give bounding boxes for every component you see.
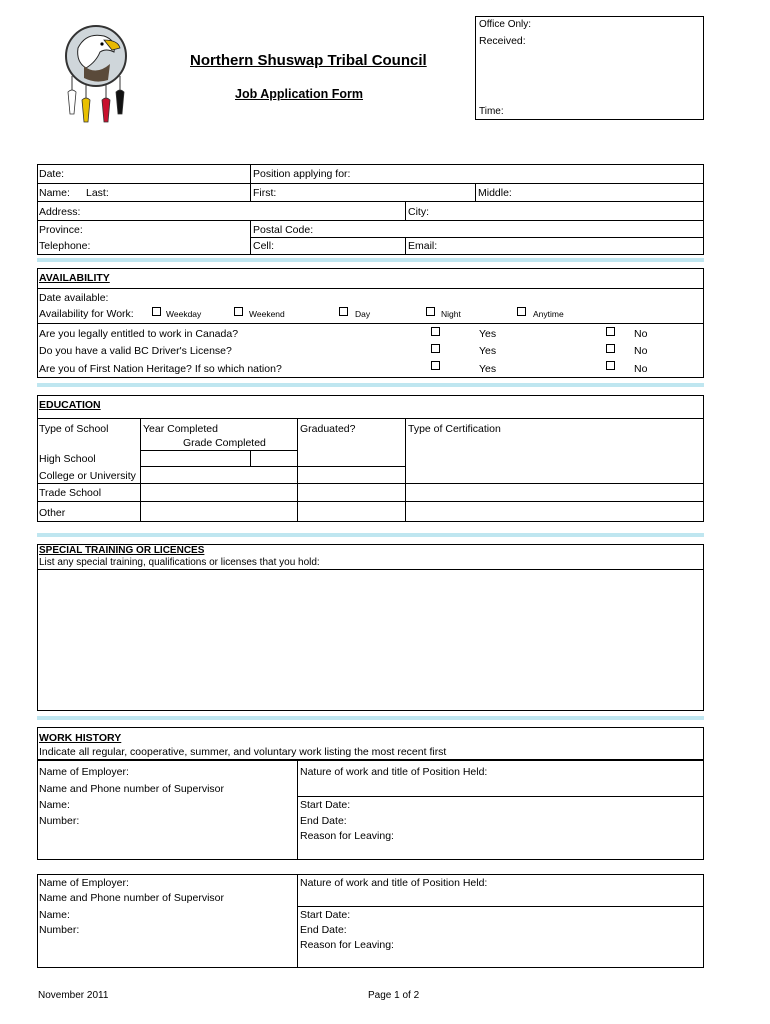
school-college: College or University	[39, 470, 136, 482]
name-label: Name:	[39, 187, 70, 199]
grade-completed-header: Grade Completed	[183, 437, 266, 449]
nature-of-work-field[interactable]: Nature of work and title of Position Held:	[300, 766, 488, 778]
section-divider	[37, 533, 704, 537]
education-heading: EDUCATION	[39, 399, 101, 411]
supervisor-label: Name and Phone number of Supervisor	[39, 783, 225, 795]
address-field[interactable]: Address:	[39, 206, 81, 218]
weekday-label: Weekday	[166, 309, 202, 319]
work-history-heading: WORK HISTORY	[39, 732, 122, 744]
position-field[interactable]: Position applying for:	[253, 168, 351, 180]
telephone-field[interactable]: Telephone:	[39, 240, 91, 252]
first-name-field[interactable]: First:	[253, 187, 277, 199]
school-high-school: High School	[39, 453, 96, 465]
last-name-field[interactable]: Last:	[86, 187, 109, 199]
footer-page-number: Page 1 of 2	[368, 990, 420, 1001]
question-entitled: Are you legally entitled to work in Canada?	[39, 328, 239, 340]
end-date-field[interactable]: End Date:	[300, 924, 347, 936]
office-only-label: Office Only:	[479, 19, 532, 30]
day-checkbox[interactable]	[339, 307, 348, 316]
certification-header: Type of Certification	[408, 423, 501, 435]
anytime-label: Anytime	[533, 309, 564, 319]
entitled-yes-checkbox[interactable]	[431, 327, 440, 336]
question-license: Do you have a valid BC Driver's License?	[39, 345, 232, 357]
night-label: Night	[441, 309, 461, 319]
date-field[interactable]: Date:	[39, 168, 65, 180]
availability-heading: AVAILABILITY	[39, 272, 110, 284]
section-divider	[37, 383, 704, 387]
school-trade: Trade School	[39, 487, 102, 499]
license-yes-label: Yes	[479, 345, 497, 357]
section-divider	[37, 258, 704, 262]
date-available-field[interactable]: Date available:	[39, 292, 109, 304]
tribal-council-logo	[56, 18, 136, 126]
question-heritage: Are you of First Nation Heritage? If so which nation?	[39, 363, 282, 375]
weekend-label: Weekend	[249, 309, 285, 319]
cell-field[interactable]: Cell:	[253, 240, 275, 252]
heritage-yes-checkbox[interactable]	[431, 361, 440, 370]
postal-code-field[interactable]: Postal Code:	[253, 224, 314, 236]
supervisor-number-field[interactable]: Number:	[39, 924, 80, 936]
availability-for-work-label: Availability for Work:	[39, 308, 134, 320]
license-no-label: No	[634, 345, 648, 357]
heritage-no-label: No	[634, 363, 648, 375]
training-heading: SPECIAL TRAINING OR LICENCES	[39, 545, 205, 556]
school-other: Other	[39, 507, 66, 519]
email-field[interactable]: Email:	[408, 240, 438, 252]
day-label: Day	[355, 309, 371, 319]
section-divider	[37, 716, 704, 720]
year-completed-header: Year Completed	[143, 423, 218, 435]
start-date-field[interactable]: Start Date:	[300, 799, 351, 811]
personal-info-section	[37, 164, 704, 255]
training-instruction: List any special training, qualifications or licenses that you hold:	[39, 557, 320, 568]
supervisor-name-field[interactable]: Name:	[39, 909, 70, 921]
type-of-school-header: Type of School	[39, 423, 109, 435]
work-history-instruction: Indicate all regular, cooperative, summer, and voluntary work listing the most recent first	[39, 746, 447, 758]
entitled-no-checkbox[interactable]	[606, 327, 615, 336]
time-label: Time:	[479, 106, 504, 117]
heritage-yes-label: Yes	[479, 363, 497, 375]
reason-for-leaving-field[interactable]: Reason for Leaving:	[300, 830, 394, 842]
education-section	[37, 395, 704, 522]
province-field[interactable]: Province:	[39, 224, 83, 236]
employer-name-field[interactable]: Name of Employer:	[39, 877, 129, 889]
supervisor-label: Name and Phone number of Supervisor	[39, 892, 225, 904]
start-date-field[interactable]: Start Date:	[300, 909, 351, 921]
entitled-yes-label: Yes	[479, 328, 497, 340]
middle-name-field[interactable]: Middle:	[478, 187, 512, 199]
anytime-checkbox[interactable]	[517, 307, 526, 316]
city-field[interactable]: City:	[408, 206, 429, 218]
graduated-header: Graduated?	[300, 423, 356, 435]
nature-of-work-field[interactable]: Nature of work and title of Position Held:	[300, 877, 488, 889]
org-name: Northern Shuswap Tribal Council	[190, 52, 427, 69]
heritage-no-checkbox[interactable]	[606, 361, 615, 370]
supervisor-name-field[interactable]: Name:	[39, 799, 70, 811]
received-label: Received:	[479, 35, 526, 47]
footer-date: November 2011	[38, 990, 109, 1001]
form-title: Job Application Form	[235, 87, 364, 101]
weekend-checkbox[interactable]	[234, 307, 243, 316]
end-date-field[interactable]: End Date:	[300, 815, 347, 827]
entitled-no-label: No	[634, 328, 648, 340]
weekday-checkbox[interactable]	[152, 307, 161, 316]
license-no-checkbox[interactable]	[606, 344, 615, 353]
supervisor-number-field[interactable]: Number:	[39, 815, 80, 827]
license-yes-checkbox[interactable]	[431, 344, 440, 353]
employer-name-field[interactable]: Name of Employer:	[39, 766, 129, 778]
reason-for-leaving-field[interactable]: Reason for Leaving:	[300, 939, 394, 951]
office-only-box	[475, 16, 704, 120]
night-checkbox[interactable]	[426, 307, 435, 316]
